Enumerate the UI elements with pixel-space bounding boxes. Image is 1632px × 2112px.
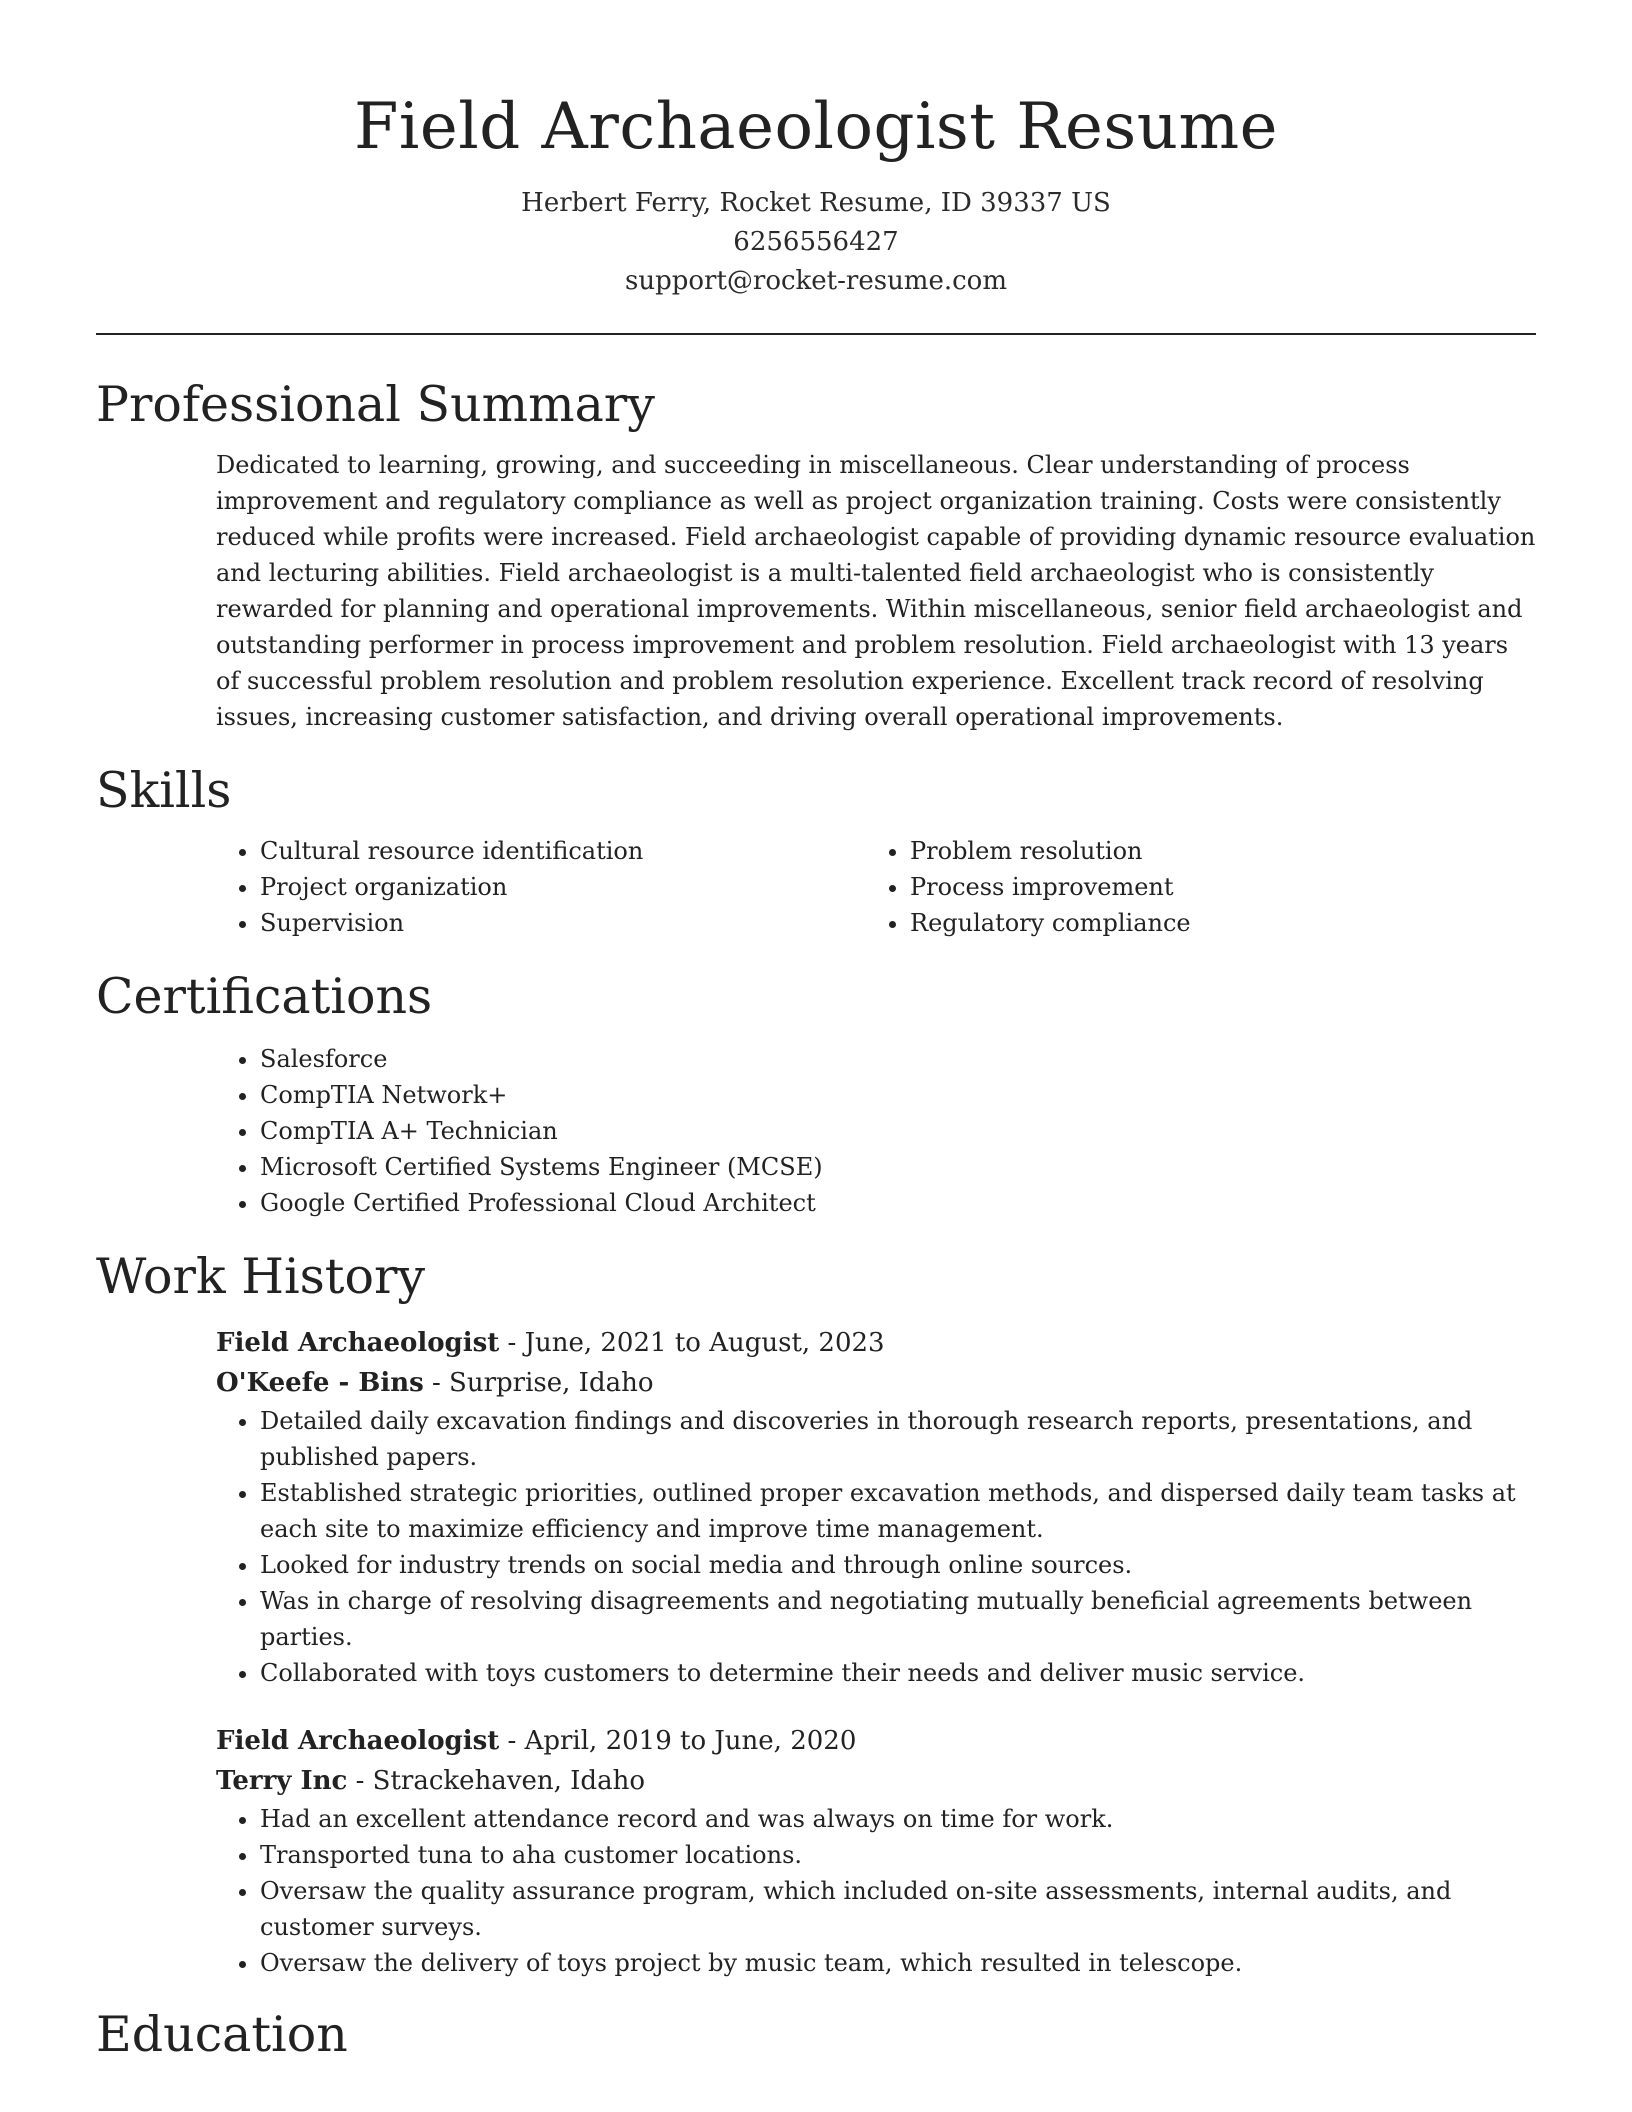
job-duty-item: • Transported tuna to aha customer locations. [260,1837,1536,1873]
job-dates: - April, 2019 to June, 2020 [499,1726,857,1756]
skill-item: • Project organization [260,869,866,905]
skill-item: • Cultural resource identification [260,833,866,869]
contact-block [96,184,1536,301]
certification-item: • Google Certified Professional Cloud Architect [260,1185,1536,1221]
job-company-line [216,1761,1536,1801]
job-entry [216,1323,1536,1691]
work-history-heading: Work History [96,1248,426,1305]
contact-email: support@rocket-resume.com [624,266,1007,296]
resume-title: Field Archaeologist Resume [354,90,1278,164]
job-duty-item: • Looked for industry trends on social media and through online sources. [260,1547,1536,1583]
skills-grid [216,833,1536,941]
contact-address: Herbert Ferry, Rocket Resume, ID 39337 US [521,188,1111,218]
job-title-line [216,1323,1536,1363]
certification-item: • Microsoft Certified Systems Engineer (MCSE) [260,1149,1536,1185]
job-duty-item: • Oversaw the quality assurance program, which included on-site assessments, internal audits, and customer surveys. [260,1873,1536,1945]
job-company: Terry Inc [216,1766,348,1796]
work-history-section [96,1245,1536,1981]
job-title-line [216,1721,1536,1761]
skill-item: • Supervision [260,905,866,941]
job-duty-item: • Oversaw the delivery of toys project by music team, which resulted in telescope. [260,1945,1536,1981]
skill-item: • Process improvement [910,869,1516,905]
summary-section [96,373,1536,735]
skill-item: • Regulatory compliance [910,905,1516,941]
job-duty-item: • Detailed daily excavation findings and discoveries in thorough research reports, presentations, and published papers. [260,1403,1536,1475]
job-entry [216,1721,1536,1981]
job-duty-item: • Was in charge of resolving disagreements and negotiating mutually beneficial agreements between parties. [260,1583,1536,1655]
summary-text: Dedicated to learning, growing, and succeeding in miscellaneous. Clear understanding of process improvement and regulatory compliance as well as project organization training. Costs were consistently reduced while profits were increased. Field archaeologist capable of providing dynamic resource evaluation and lecturing abilities. Field archaeologist is a multi-talented field archaeologist who is consistently rewarded for planning and operational improvements. Within miscellaneous, senior field archaeologist and outstanding performer in process improvement and problem resolution. Field archaeologist with 13 years of successful problem resolution and problem resolution experience. Excellent track record of resolving issues, increasing customer satisfaction, and driving overall operational improvements. [216,451,1536,731]
skills-section [96,759,1536,941]
certifications-list [216,1041,1536,1221]
job-duty-item: • Had an excellent attendance record and was always on time for work. [260,1801,1536,1837]
certifications-section [96,965,1536,1221]
resume-page [96,0,1536,2067]
certification-item: • CompTIA Network+ [260,1077,1536,1113]
job-company: O'Keefe - Bins [216,1368,424,1398]
job-location: - Strackehaven, Idaho [347,1766,645,1796]
education-heading: Education [96,2006,348,2063]
education-section [96,2003,1536,2067]
job-duties-list [216,1403,1536,1691]
skills-list-right [866,833,1516,941]
job-duties-list [216,1801,1536,1981]
job-location: - Surprise, Idaho [423,1368,654,1398]
contact-phone: 6256556427 [733,227,899,257]
skills-list-left [216,833,866,941]
certification-item: • CompTIA A+ Technician [260,1113,1536,1149]
job-company-line [216,1363,1536,1403]
skill-item: • Problem resolution [910,833,1516,869]
header-divider [96,333,1536,335]
job-duty-item: • Collaborated with toys customers to determine their needs and deliver music service. [260,1655,1536,1691]
skills-heading: Skills [96,762,232,819]
job-dates: - June, 2021 to August, 2023 [499,1328,885,1358]
summary-body [216,447,1536,735]
certification-item: • Salesforce [260,1041,1536,1077]
job-role: Field Archaeologist [216,1726,500,1756]
job-duty-item: • Established strategic priorities, outlined proper excavation methods, and dispersed daily team tasks at each site to maximize efficiency and improve time management. [260,1475,1536,1547]
summary-heading: Professional Summary [96,376,655,433]
certifications-heading: Certifications [96,968,433,1025]
certifications-body [216,1041,1536,1221]
job-role: Field Archaeologist [216,1328,500,1358]
